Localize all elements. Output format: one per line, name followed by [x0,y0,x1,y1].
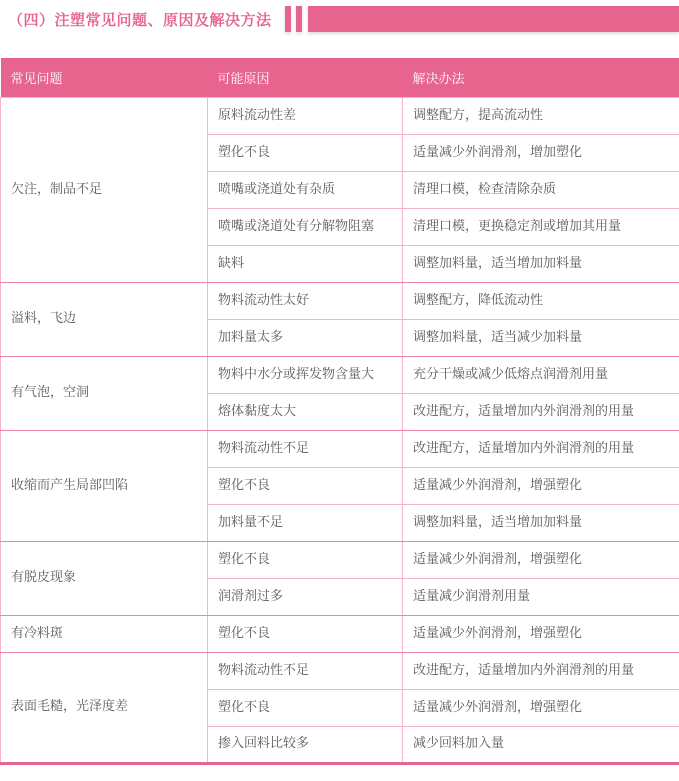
cause-cell: 物料中水分或挥发物含量大 [208,356,403,393]
solution-cell: 清理口模，检查清除杂质 [403,171,679,208]
problem-cell: 有冷料斑 [1,615,208,652]
section-title-row [0,0,679,33]
title-accent-bar-2 [296,6,302,32]
header-cell-problem: 常见问题 [1,58,208,97]
solution-cell: 改进配方，适量增加内外润滑剂的用量 [403,393,679,430]
cause-cell: 加料量太多 [208,319,403,356]
solution-cell: 适量减少外润滑剂，增强塑化 [403,467,679,504]
cause-cell: 物料流动性不足 [208,430,403,467]
table-row [1,97,679,134]
cause-cell: 喷嘴或浇道处有杂质 [208,171,403,208]
solution-cell: 调整配方，降低流动性 [403,282,679,319]
cause-cell: 塑化不良 [208,541,403,578]
problem-cell: 收缩而产生局部凹陷 [1,430,208,541]
solution-cell: 调整加料量，适当减少加料量 [403,319,679,356]
cause-cell: 塑化不良 [208,615,403,652]
cause-cell: 缺料 [208,245,403,282]
cause-cell: 物料流动性不足 [208,652,403,689]
solution-cell: 减少回料加入量 [403,726,679,763]
table-row [1,652,679,689]
problem-cell: 欠注，制品不足 [1,97,208,282]
solution-cell: 适量减少外润滑剂，增强塑化 [403,689,679,726]
cause-cell: 原料流动性差 [208,97,403,134]
solution-cell: 改进配方，适量增加内外润滑剂的用量 [403,652,679,689]
solution-cell: 调整加料量，适当增加加料量 [403,245,679,282]
problems-table [0,58,679,765]
table-header-row [1,58,679,97]
cause-cell: 塑化不良 [208,689,403,726]
solution-cell: 适量减少外润滑剂，增加塑化 [403,134,679,171]
table-row [1,356,679,393]
cause-cell: 物料流动性太好 [208,282,403,319]
title-accent-bar-large [308,6,679,32]
problem-cell: 溢料，飞边 [1,282,208,356]
problem-cell: 表面毛糙，光泽度差 [1,652,208,763]
problem-cell: 有气泡，空洞 [1,356,208,430]
solution-cell: 调整加料量，适当增加加料量 [403,504,679,541]
solution-cell: 改进配方，适量增加内外润滑剂的用量 [403,430,679,467]
solution-cell: 调整配方，提高流动性 [403,97,679,134]
table-row [1,430,679,467]
solution-cell: 充分干燥或减少低熔点润滑剂用量 [403,356,679,393]
solution-cell: 清理口模，更换稳定剂或增加其用量 [403,208,679,245]
solution-cell: 适量减少外润滑剂，增强塑化 [403,541,679,578]
cause-cell: 润滑剂过多 [208,578,403,615]
cause-cell: 塑化不良 [208,134,403,171]
problem-cell: 有脱皮现象 [1,541,208,615]
table-row [1,282,679,319]
cause-cell: 塑化不良 [208,467,403,504]
solution-cell: 适量减少外润滑剂，增强塑化 [403,615,679,652]
table-row [1,541,679,578]
solution-cell: 适量减少润滑剂用量 [403,578,679,615]
table-body [1,97,679,763]
table-row [1,615,679,652]
header-cell-cause: 可能原因 [208,58,403,97]
title-accent-bar-1 [285,6,291,32]
page-title: （四）注塑常见问题、原因及解决方法 [8,10,272,29]
cause-cell: 加料量不足 [208,504,403,541]
cause-cell: 熔体黏度太大 [208,393,403,430]
cause-cell: 掺入回料比较多 [208,726,403,763]
header-cell-solution: 解决办法 [403,58,679,97]
cause-cell: 喷嘴或浇道处有分解物阻塞 [208,208,403,245]
